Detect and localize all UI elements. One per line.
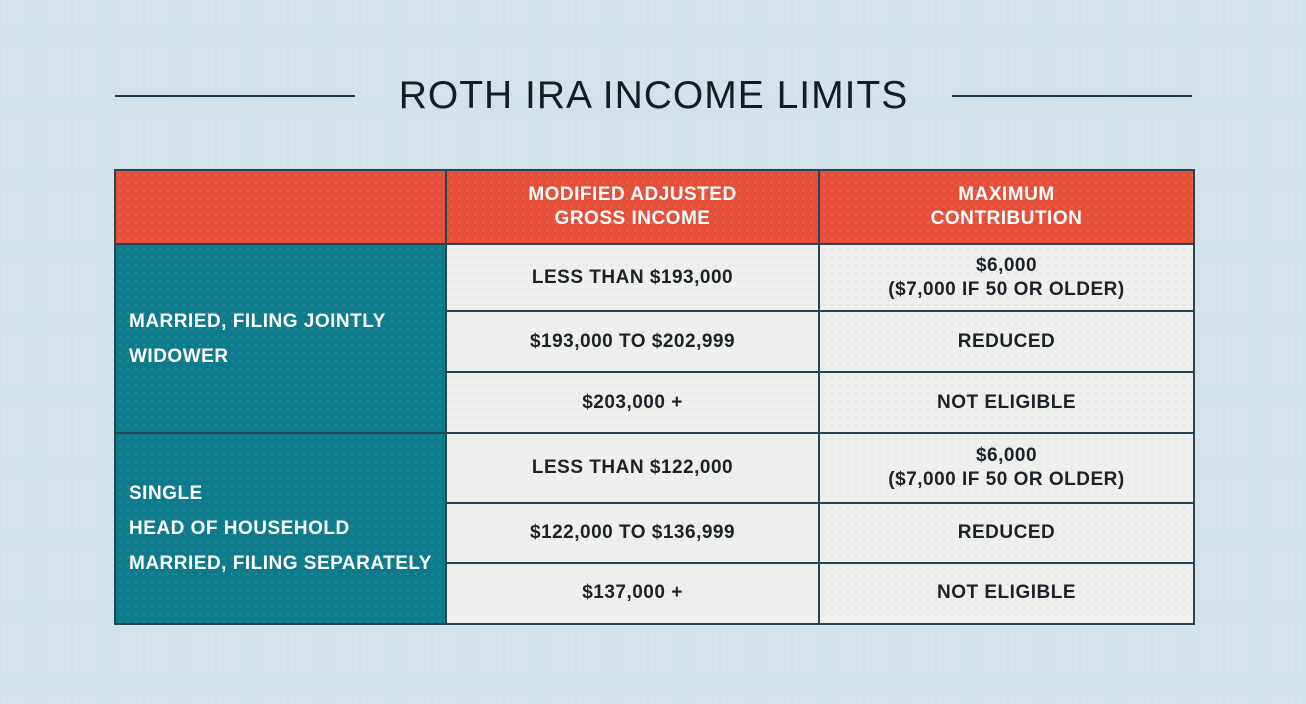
contribution-amount: $6,000 xyxy=(975,445,1038,467)
header-filing-status xyxy=(115,170,446,244)
filing-status-group-2 xyxy=(115,433,446,624)
contribution-cell: NOT ELIGIBLE xyxy=(819,563,1194,624)
contribution-cell: NOT ELIGIBLE xyxy=(819,372,1194,433)
income-limits-table xyxy=(114,169,1195,625)
filing-status-label: SINGLE xyxy=(129,483,203,505)
income-cell: $193,000 TO $202,999 xyxy=(446,311,819,372)
table-row xyxy=(115,244,1194,311)
income-cell: $203,000 + xyxy=(446,372,819,433)
filing-status-label: HEAD OF HOUSEHOLD xyxy=(129,518,350,540)
filing-status-label: WIDOWER xyxy=(129,345,229,367)
filing-status-label: MARRIED, FILING SEPARATELY xyxy=(129,553,432,575)
income-cell: $122,000 TO $136,999 xyxy=(446,503,819,563)
income-cell: $137,000 + xyxy=(446,563,819,624)
page-title: ROTH IRA INCOME LIMITS xyxy=(398,74,909,117)
title-rule-right xyxy=(952,95,1192,97)
contribution-amount: $6,000 xyxy=(975,254,1038,276)
contribution-cell xyxy=(819,433,1194,502)
filing-status-label: MARRIED, FILING JOINTLY xyxy=(129,310,386,332)
header-maximum-contribution xyxy=(819,170,1194,244)
header-magi-line2: GROSS INCOME xyxy=(554,208,711,229)
contribution-cell: REDUCED xyxy=(819,311,1194,372)
income-cell: LESS THAN $122,000 xyxy=(446,433,819,502)
table-header-row xyxy=(115,170,1194,244)
contribution-cell: REDUCED xyxy=(819,503,1194,563)
table-row xyxy=(115,433,1194,502)
income-cell: LESS THAN $193,000 xyxy=(446,244,819,311)
contribution-cell xyxy=(819,244,1194,311)
contribution-note: ($7,000 IF 50 OR OLDER) xyxy=(888,469,1125,491)
filing-status-group-1 xyxy=(115,244,446,433)
header-magi-line1: MODIFIED ADJUSTED xyxy=(528,184,737,205)
title-area xyxy=(115,70,1192,122)
contribution-note: ($7,000 IF 50 OR OLDER) xyxy=(888,278,1125,300)
header-max-line2: CONTRIBUTION xyxy=(930,208,1083,229)
header-modified-adjusted-gross-income xyxy=(446,170,819,244)
header-max-line1: MAXIMUM xyxy=(958,184,1055,205)
